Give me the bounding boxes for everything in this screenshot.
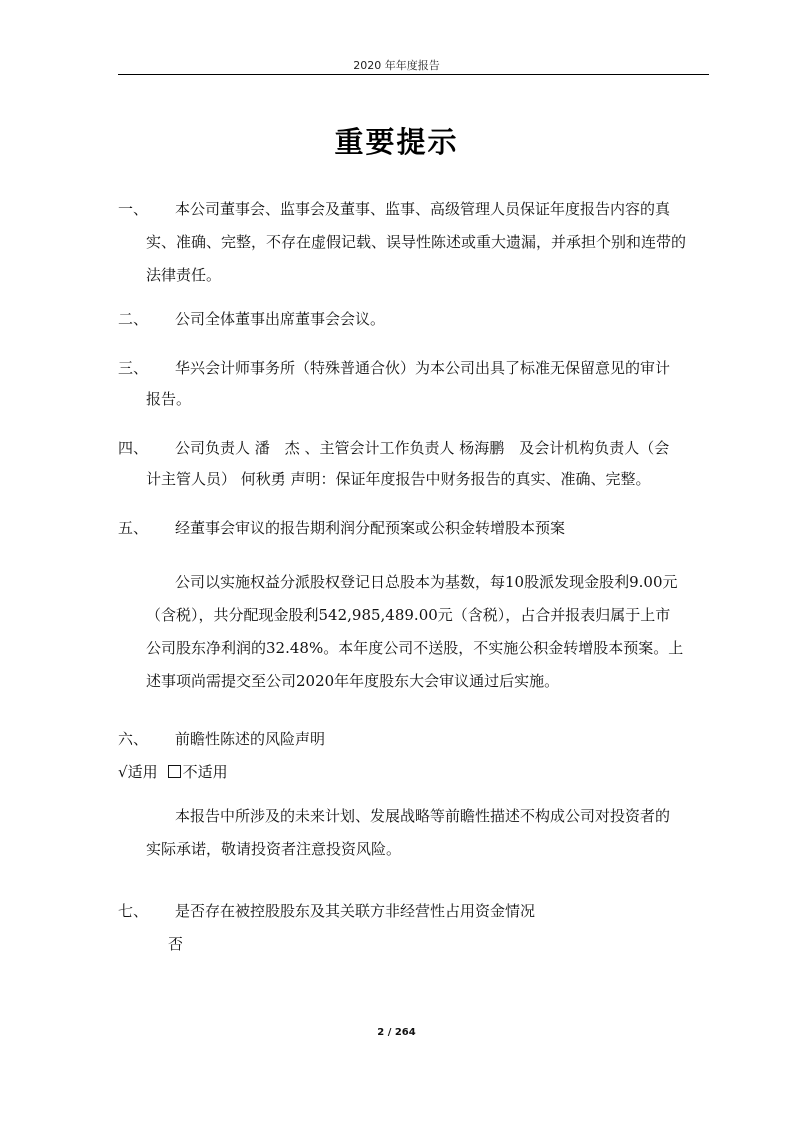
item-text-line: 公司全体董事出席董事会会议。 [175,310,386,328]
item-number: 六、 [118,730,149,748]
item-text-line: 经董事会审议的报告期利润分配预案或公积金转增股本预案 [175,519,566,537]
item-number: 三、 [118,359,149,377]
item-number: 七、 [118,902,149,920]
paragraph-line: 本报告中所涉及的未来计划、发展战略等前瞻性描述不构成公司对投资者的 [175,807,671,825]
item-number: 四、 [118,439,149,457]
page-number: 2 / 264 [377,1027,416,1038]
item-text-line: 报告。 [146,390,192,408]
item-text-line: 法律责任。 [146,266,222,284]
running-header: 2020 年年度报告 [353,59,440,72]
item-number: 二、 [118,310,149,328]
paragraph-line: 公司股东净利润的32.48%。本年度公司不送股，不实施公积金转增股本预案。上 [146,639,684,657]
header-rule [118,74,709,75]
page-title: 重要提示 [334,125,459,159]
paragraph-line: 公司以实施权益分派股权登记日总股本为基数，每10股派发现金股利9.00元 [175,573,678,591]
item-text-line: 华兴会计师事务所（特殊普通合伙）为本公司出具了标准无保留意见的审计 [175,359,671,377]
empty-checkbox-icon [168,765,181,778]
item-text-line: 实、准确、完整，不存在虚假记载、误导性陈述或重大遗漏，并承担个别和连带的 [146,233,687,251]
check-mark-icon: √ [118,763,128,781]
applicable-label: 适用 [127,763,158,781]
paragraph-line: （含税），共分配现金股利542,985,489.00元（含税），占合并报表归属于上市 [146,606,671,624]
item-text-line: 前瞻性陈述的风险声明 [175,730,326,748]
item-text-line: 公司负责人 潘 杰 、主管会计工作负责人 杨海鹏 及会计机构负责人（会 [175,439,670,457]
item-number: 五、 [118,519,149,537]
item-number: 一、 [118,200,149,218]
not-applicable-label: 不适用 [182,763,228,781]
item-text-line: 本公司董事会、监事会及董事、监事、高级管理人员保证年度报告内容的真 [175,200,671,218]
item-text-line: 计主管人员） 何秋勇 声明：保证年度报告中财务报告的真实、准确、完整。 [146,470,651,488]
applicability-line [118,756,228,789]
funds-occupation-answer: 否 [168,935,184,953]
paragraph-line: 实际承诺，敬请投资者注意投资风险。 [146,840,402,858]
paragraph-line: 述事项尚需提交至公司2020年年度股东大会审议通过后实施。 [146,672,560,690]
item-text-line: 是否存在被控股股东及其关联方非经营性占用资金情况 [175,902,536,920]
